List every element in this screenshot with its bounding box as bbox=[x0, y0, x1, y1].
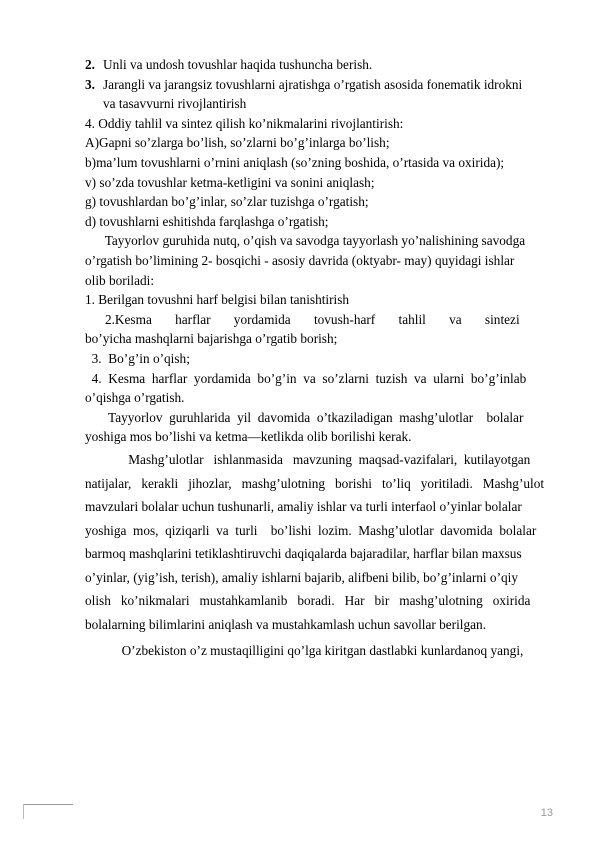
paragraph-block-1 bbox=[85, 55, 552, 447]
list-item-3-cont: va tasavvurni rivojlantirish bbox=[103, 96, 247, 112]
list-item-2 bbox=[85, 55, 552, 75]
paragraph-line: Mashg’ulotlar ishlanmasida mavzuning maqsad-vazifalari, kutilayotgan bbox=[85, 452, 531, 467]
footer-rule-mark bbox=[23, 804, 24, 819]
sub-item-v: v) so’zda tovushlar ketma-ketligini va sonini aniqlash; bbox=[85, 174, 375, 190]
paragraph-line: yoshiga mos bo’lishi va ketma—ketlikda olib borilishi kerak. bbox=[85, 429, 412, 445]
paragraph-line: olish ko’nikmalari mustahkamlanib boradi. Har bir mashg’ulotning oxirida bbox=[85, 593, 531, 608]
sub-item-b: b)ma’lum tovushlarni o’rnini aniqlash (so’zning boshida, o’rtasida va oxirida); bbox=[85, 154, 505, 170]
numbered-line-2-cont: bo’yicha mashqlarni bajarishga o’rgatib borish; bbox=[85, 331, 338, 347]
paragraph-line: mavzulari bolalar uchun tushunarli, amaliy ishlar va turli interfaol o’yinlar bolalar bbox=[85, 499, 522, 514]
sub-item-a: A)Gapni so’zlarga bo’lish, so’zlarni bo’g’inlarga bo’lish; bbox=[85, 135, 390, 151]
numbered-line-3: 3. Bo’g’in o’qish; bbox=[85, 350, 190, 366]
paragraph-line: Tayyorlov guruhida nutq, o’qish va savodga tayyorlash yo’nalishining savodga bbox=[85, 233, 526, 249]
paragraph-line: barmoq mashqlarini tetiklashtiruvchi daqiqalarda bajaradilar, harflar bilan maxsus bbox=[85, 546, 522, 561]
paragraph-line: Tayyorlov guruhlarida yil davomida o’tkaziladigan mashg’ulotlar bolalar bbox=[85, 409, 524, 425]
list-text: Unli va undosh tovushlar haqida tushuncha berish. bbox=[103, 57, 373, 72]
list-text: Jarangli va jarangsiz tovushlarni ajratishga o’rgatish asosida fonematik idrokni bbox=[103, 76, 523, 92]
paragraph-block-2 bbox=[85, 448, 552, 663]
numbered-line-2: 2.Kesma harflar yordamida tovush-harf tahlil va sintezi bbox=[85, 311, 520, 327]
numbered-line-4-cont: o’qishga o’rgatish. bbox=[85, 390, 185, 406]
list-item-4: 4. Oddiy tahlil va sintez qilish ko’nikmalarini rivojlantirish: bbox=[85, 115, 404, 131]
paragraph-line: O’zbekiston o’z mustaqilligini qo’lga kiritgan dastlabki kunlardanoq yangi, bbox=[85, 643, 524, 658]
paragraph-line: o’rgatish bo’limining 2- bosqichi - asosiy davrida (oktyabr- may) quyidagi ishlar bbox=[85, 252, 515, 268]
numbered-line-1: 1. Berilgan tovushni harf belgisi bilan tanishtirish bbox=[85, 292, 350, 308]
list-number: 2. bbox=[85, 57, 95, 72]
numbered-line-4: 4. Kesma harflar yordamida bo’g’in va so’zlarni tuzish va ularni bo’g’inlab bbox=[85, 370, 527, 386]
sub-item-g: g) tovushlardan bo’g’inlar, so’zlar tuzishga o’rgatish; bbox=[85, 194, 369, 210]
sub-item-d: d) tovushlarni eshitishda farqlashga o’rgatish; bbox=[85, 213, 329, 229]
paragraph-line: o’yinlar, (yig’ish, terish), amaliy ishlarni bajarib, alifbeni bilib, bo’g’inlarni o’qiy bbox=[85, 569, 518, 585]
page-number: 13 bbox=[540, 807, 553, 819]
paragraph-line: bolalarning bilimlarini aniqlash va mustahkamlash uchun savollar berilgan. bbox=[85, 616, 487, 632]
paragraph-line: natijalar, kerakli jihozlar, mashg’ulotning borishi to’liq yoritiladi. Mashg’ulot bbox=[85, 475, 545, 491]
list-item-3 bbox=[85, 75, 552, 95]
footer-rule bbox=[23, 804, 73, 805]
paragraph-line: yoshiga mos, qiziqarli va turli bo’lishi lozim. Mashg’ulotlar davomida bolalar bbox=[85, 522, 537, 538]
paragraph-line: olib boriladi: bbox=[85, 272, 155, 288]
list-number: 3. bbox=[85, 76, 95, 92]
